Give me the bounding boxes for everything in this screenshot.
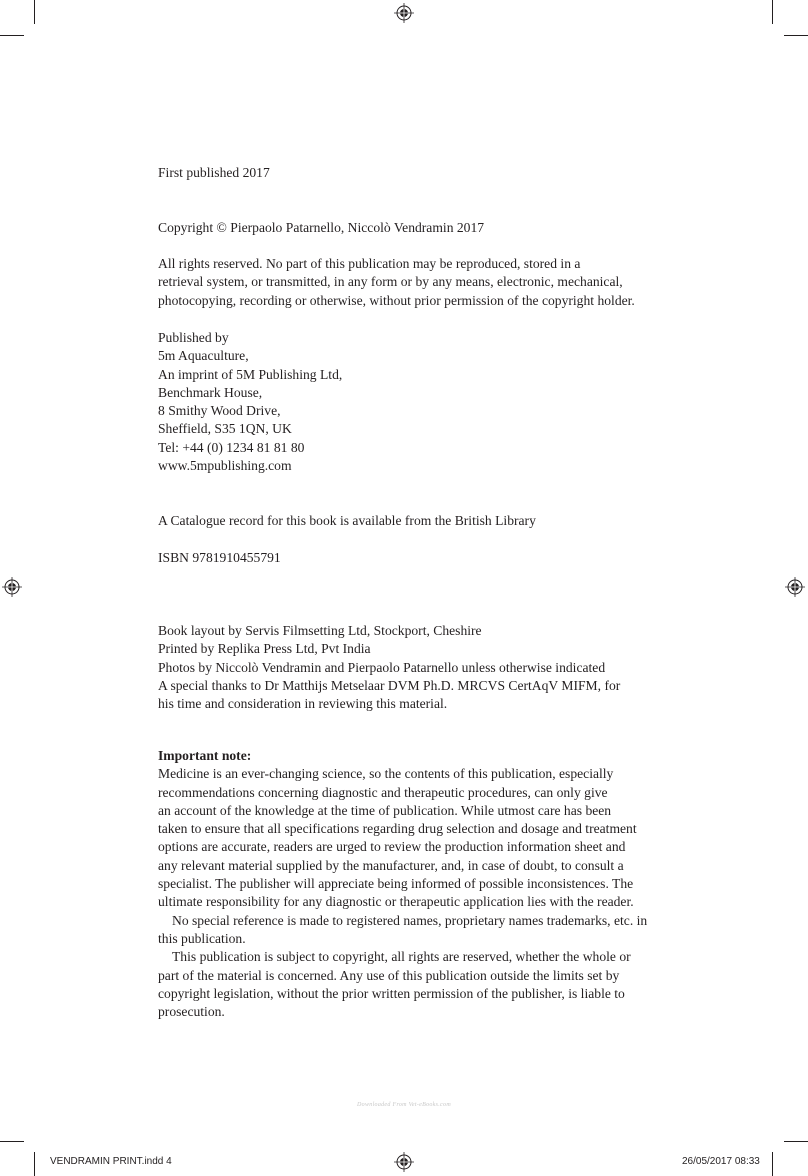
publisher-line: 8 Smithy Wood Drive, xyxy=(158,403,281,419)
rights-line: All rights reserved. No part of this publication may be reproduced, stored in a xyxy=(158,256,581,271)
note-line: specialist. The publisher will appreciate being informed of possible inconsistences. The xyxy=(158,876,634,892)
crop-mark-top-right-vertical xyxy=(772,0,773,24)
download-watermark: Downloaded From Vet-eBooks.com xyxy=(357,1102,451,1108)
note-line: taken to ensure that all specifications regarding drug selection and dosage and treatment xyxy=(158,821,637,837)
slug-filename: VENDRAMIN PRINT.indd 4 xyxy=(50,1156,172,1167)
rights-line: retrieval system, or transmitted, in any form or by any means, electronic, mechanical, xyxy=(158,274,623,290)
note-line: This publication is subject to copyright, all rights are reserved, whether the whole or xyxy=(172,949,631,965)
note-line: Medicine is an ever-changing science, so the contents of this publication, especially xyxy=(158,766,614,782)
registration-mark-icon xyxy=(2,577,22,597)
copyright-line: Copyright © Pierpaolo Patarnello, Niccolò Vendramin 2017 xyxy=(158,220,485,235)
important-note xyxy=(158,747,647,1021)
note-line: ultimate responsibility for any diagnostic or therapeutic application lies with the reader. xyxy=(158,894,634,910)
isbn-line: ISBN 9781910455791 xyxy=(158,550,281,565)
publisher-phone: Tel: +44 (0) 1234 81 81 80 xyxy=(158,439,305,455)
credits-line: Book layout by Servis Filmsetting Ltd, Stockport, Cheshire xyxy=(158,623,482,638)
publisher-line: 5m Aquaculture, xyxy=(158,348,249,364)
note-line: options are accurate, readers are urged to review the production information sheet and xyxy=(158,839,626,855)
crop-mark-bottom-right-vertical xyxy=(772,1152,773,1176)
credits-line: Photos by Niccolò Vendramin and Pierpaolo Patarnello unless otherwise indicated xyxy=(158,659,606,675)
crop-mark-top-right-horizontal xyxy=(784,35,808,36)
registration-mark-icon xyxy=(394,3,414,23)
first-published-line: First published 2017 xyxy=(158,165,270,180)
credits-line: A special thanks to Dr Matthijs Metselaar DVM Ph.D. MRCVS CertAqV MIFM, for xyxy=(158,677,621,693)
credits-paragraph xyxy=(158,622,620,713)
publisher-line: Published by xyxy=(158,330,229,345)
catalogue-record-line: A Catalogue record for this book is available from the British Library xyxy=(158,513,536,528)
rights-paragraph xyxy=(158,255,635,310)
publisher-website: www.5mpublishing.com xyxy=(158,458,292,474)
crop-mark-top-left-horizontal xyxy=(0,35,24,36)
note-line: prosecution. xyxy=(158,1004,225,1020)
rights-line: photocopying, recording or otherwise, without prior permission of the copyright holder. xyxy=(158,292,635,308)
important-note-heading: Important note: xyxy=(158,748,252,763)
note-line: an account of the knowledge at the time of publication. While utmost care has been xyxy=(158,802,612,818)
crop-mark-top-left-vertical xyxy=(34,0,35,24)
registration-mark-icon xyxy=(785,577,805,597)
note-line: copyright legislation, without the prior written permission of the publisher, is liable to xyxy=(158,985,625,1001)
credits-line: his time and consideration in reviewing this material. xyxy=(158,696,448,712)
note-line: recommendations concerning diagnostic and therapeutic procedures, can only give xyxy=(158,784,608,800)
note-line: any relevant material supplied by the manufacturer, and, in case of doubt, to consult a xyxy=(158,857,624,873)
note-line: No special reference is made to registered names, proprietary names trademarks, etc. in xyxy=(172,912,648,928)
publisher-address xyxy=(158,329,342,475)
publisher-line: Sheffield, S35 1QN, UK xyxy=(158,421,292,437)
crop-mark-bottom-left-horizontal xyxy=(0,1141,24,1142)
publisher-line: Benchmark House, xyxy=(158,384,263,400)
publisher-line: An imprint of 5M Publishing Ltd, xyxy=(158,366,343,382)
note-line: part of the material is concerned. Any use of this publication outside the limits set by xyxy=(158,967,620,983)
credits-line: Printed by Replika Press Ltd, Pvt India xyxy=(158,641,371,657)
registration-mark-icon xyxy=(394,1152,414,1172)
slug-timestamp: 26/05/2017 08:33 xyxy=(682,1156,760,1167)
crop-mark-bottom-left-vertical xyxy=(34,1152,35,1176)
note-line: this publication. xyxy=(158,930,246,946)
crop-mark-bottom-right-horizontal xyxy=(784,1141,808,1142)
